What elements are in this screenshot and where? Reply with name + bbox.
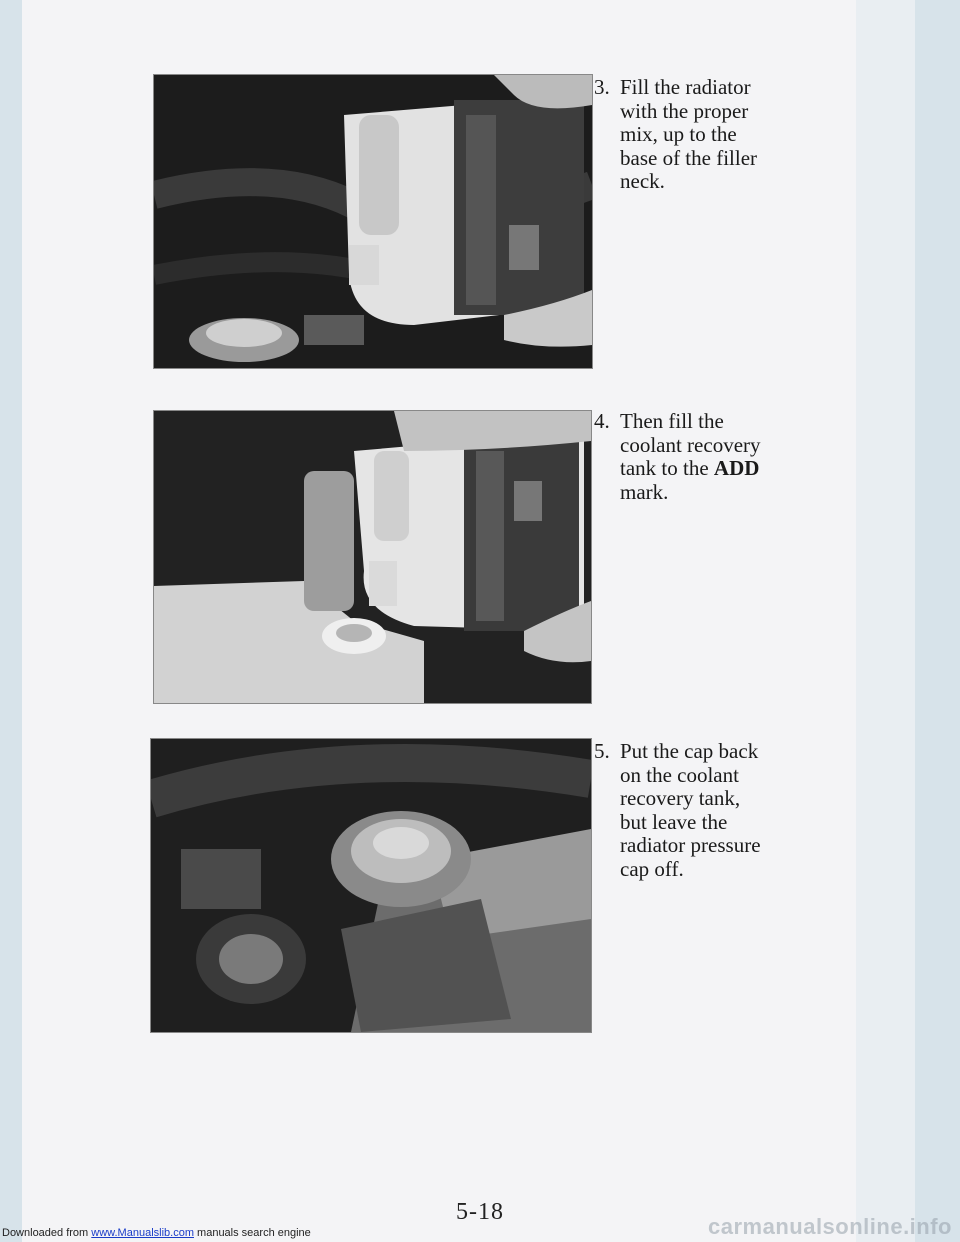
step-text: Fill the radiator with the proper mix, up to the base of the filler neck.: [620, 75, 758, 193]
step-text: Put the cap back on the coolant recovery tank, but leave the radiator pressure cap off.: [620, 739, 761, 881]
step-number: 4.: [594, 409, 610, 433]
page-margin: [856, 0, 915, 1242]
step-4: [594, 409, 830, 504]
watermark: carmanualsonline.info: [708, 1214, 952, 1239]
download-footer: Downloaded from www.Manualslib.com manuals search engine: [2, 1227, 311, 1239]
photo-fill-radiator: [153, 74, 593, 369]
step-number: 5.: [594, 739, 610, 763]
photo-recovery-tank-cap: [150, 738, 592, 1033]
step-5: [594, 739, 830, 881]
add-mark-label: ADD: [713, 456, 760, 480]
step-number: 3.: [594, 75, 610, 99]
manualslib-link[interactable]: www.Manualslib.com: [91, 1227, 194, 1239]
page-number: 5-18: [456, 1199, 504, 1225]
step-3: [594, 75, 830, 194]
step-text: Then fill the coolant recovery tank to the ADD mark.: [620, 409, 761, 504]
photo-fill-recovery-tank: [153, 410, 592, 704]
